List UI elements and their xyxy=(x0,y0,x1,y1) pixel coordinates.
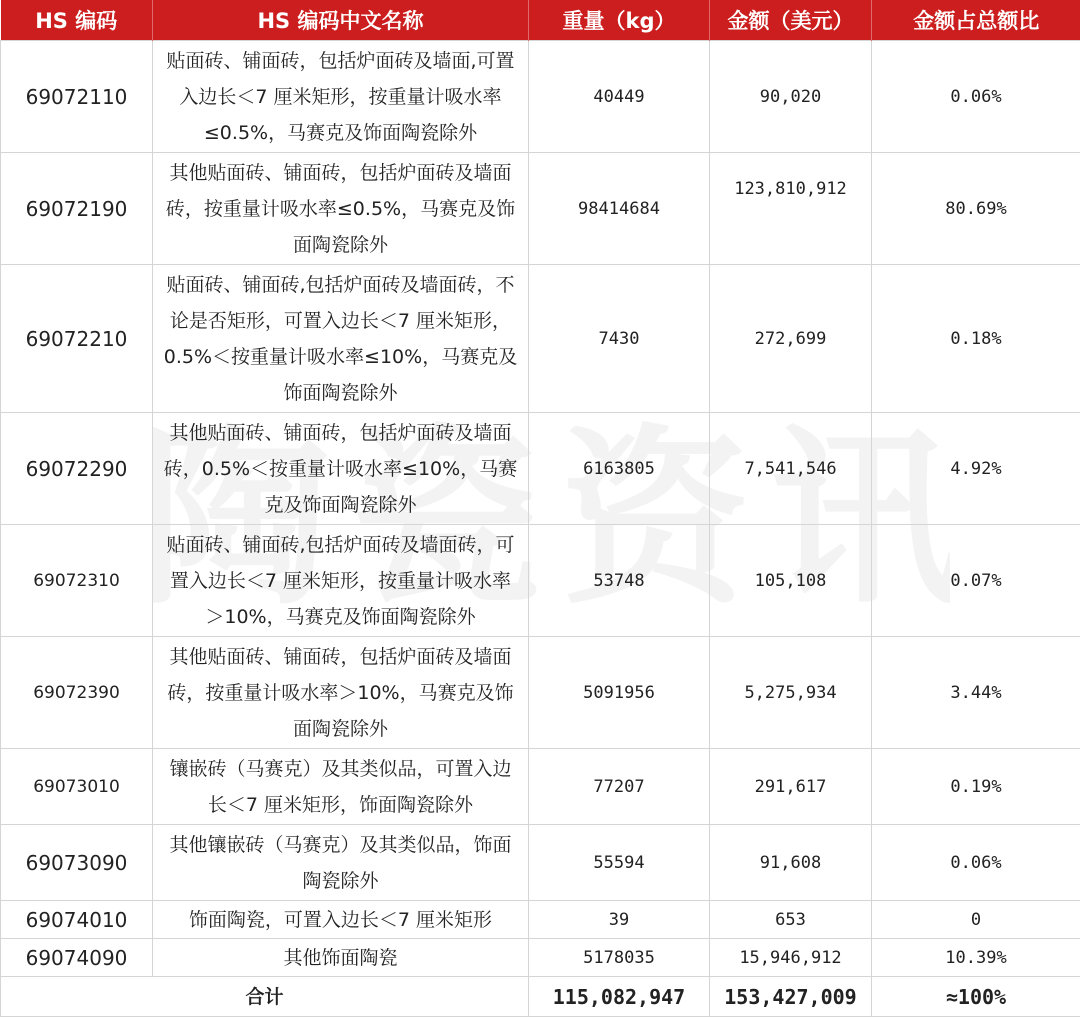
table-row xyxy=(1,637,1080,749)
cell-share: 0 xyxy=(872,901,1080,939)
cell-weight: 6163805 xyxy=(529,413,710,525)
cell-code: 69072310 xyxy=(1,525,153,637)
header-amount: 金额（美元） xyxy=(710,0,872,41)
cell-weight: 40449 xyxy=(529,41,710,153)
cell-amount: 272,699 xyxy=(710,265,872,413)
cell-name: 饰面陶瓷，可置入边长＜7 厘米矩形 xyxy=(153,901,529,939)
cell-share: 80.69% xyxy=(872,153,1080,265)
cell-code: 69074010 xyxy=(1,901,153,939)
cell-amount: 123,810,912 xyxy=(710,153,872,265)
table-row xyxy=(1,153,1080,265)
cell-amount: 105,108 xyxy=(710,525,872,637)
header-hs-code: HS 编码 xyxy=(1,0,153,41)
cell-share: 4.92% xyxy=(872,413,1080,525)
cell-code: 69072390 xyxy=(1,637,153,749)
cell-code: 69072190 xyxy=(1,153,153,265)
cell-name: 贴面砖、铺面砖，包括炉面砖及墙面,可置入边长＜7 厘米矩形，按重量计吸水率≤0.5%，马赛克及饰面陶瓷除外 xyxy=(153,41,529,153)
cell-share: 0.18% xyxy=(872,265,1080,413)
total-row xyxy=(1,977,1080,1017)
cell-share: 0.06% xyxy=(872,825,1080,901)
cell-weight: 7430 xyxy=(529,265,710,413)
cell-amount: 7,541,546 xyxy=(710,413,872,525)
total-share: ≈100% xyxy=(872,977,1080,1017)
total-amount: 153,427,009 xyxy=(710,977,872,1017)
cell-name: 贴面砖、铺面砖,包括炉面砖及墙面砖，不论是否矩形，可置入边长＜7 厘米矩形，0.5%＜按重量计吸水率≤10%，马赛克及饰面陶瓷除外 xyxy=(153,265,529,413)
header-row xyxy=(1,0,1080,41)
cell-name: 其他贴面砖、铺面砖，包括炉面砖及墙面砖，按重量计吸水率＞10%，马赛克及饰面陶瓷除外 xyxy=(153,637,529,749)
cell-amount: 15,946,912 xyxy=(710,939,872,977)
cell-code: 69072210 xyxy=(1,265,153,413)
table-row xyxy=(1,41,1080,153)
cell-code: 69072290 xyxy=(1,413,153,525)
cell-name: 其他镶嵌砖（马赛克）及其类似品，饰面陶瓷除外 xyxy=(153,825,529,901)
header-share: 金额占总额比 xyxy=(872,0,1080,41)
table-row xyxy=(1,825,1080,901)
cell-share: 0.07% xyxy=(872,525,1080,637)
cell-code: 69073010 xyxy=(1,749,153,825)
table-row xyxy=(1,939,1080,977)
header-weight: 重量（kg） xyxy=(529,0,710,41)
cell-weight: 5178035 xyxy=(529,939,710,977)
cell-name: 其他贴面砖、铺面砖，包括炉面砖及墙面砖，0.5%＜按重量计吸水率≤10%，马赛克及饰面陶瓷除外 xyxy=(153,413,529,525)
cell-amount: 90,020 xyxy=(710,41,872,153)
cell-name: 其他饰面陶瓷 xyxy=(153,939,529,977)
total-weight: 115,082,947 xyxy=(529,977,710,1017)
cell-amount: 91,608 xyxy=(710,825,872,901)
cell-amount: 653 xyxy=(710,901,872,939)
cell-name: 其他贴面砖、铺面砖，包括炉面砖及墙面砖，按重量计吸水率≤0.5%，马赛克及饰面陶瓷除外 xyxy=(153,153,529,265)
cell-share: 0.06% xyxy=(872,41,1080,153)
table-row xyxy=(1,413,1080,525)
cell-name: 贴面砖、铺面砖,包括炉面砖及墙面砖，可置入边长＜7 厘米矩形，按重量计吸水率＞10%，马赛克及饰面陶瓷除外 xyxy=(153,525,529,637)
cell-weight: 53748 xyxy=(529,525,710,637)
cell-share: 0.19% xyxy=(872,749,1080,825)
cell-share: 10.39% xyxy=(872,939,1080,977)
table-row xyxy=(1,265,1080,413)
cell-name: 镶嵌砖（马赛克）及其类似品，可置入边长＜7 厘米矩形，饰面陶瓷除外 xyxy=(153,749,529,825)
table-row xyxy=(1,749,1080,825)
header-hs-name: HS 编码中文名称 xyxy=(153,0,529,41)
cell-code: 69072110 xyxy=(1,41,153,153)
cell-code: 69074090 xyxy=(1,939,153,977)
cell-weight: 5091956 xyxy=(529,637,710,749)
cell-share: 3.44% xyxy=(872,637,1080,749)
cell-code: 69073090 xyxy=(1,825,153,901)
cell-weight: 39 xyxy=(529,901,710,939)
table-row xyxy=(1,525,1080,637)
cell-weight: 77207 xyxy=(529,749,710,825)
cell-weight: 98414684 xyxy=(529,153,710,265)
cell-amount: 5,275,934 xyxy=(710,637,872,749)
cell-weight: 55594 xyxy=(529,825,710,901)
table-row xyxy=(1,901,1080,939)
cell-amount: 291,617 xyxy=(710,749,872,825)
total-label: 合计 xyxy=(1,977,529,1017)
